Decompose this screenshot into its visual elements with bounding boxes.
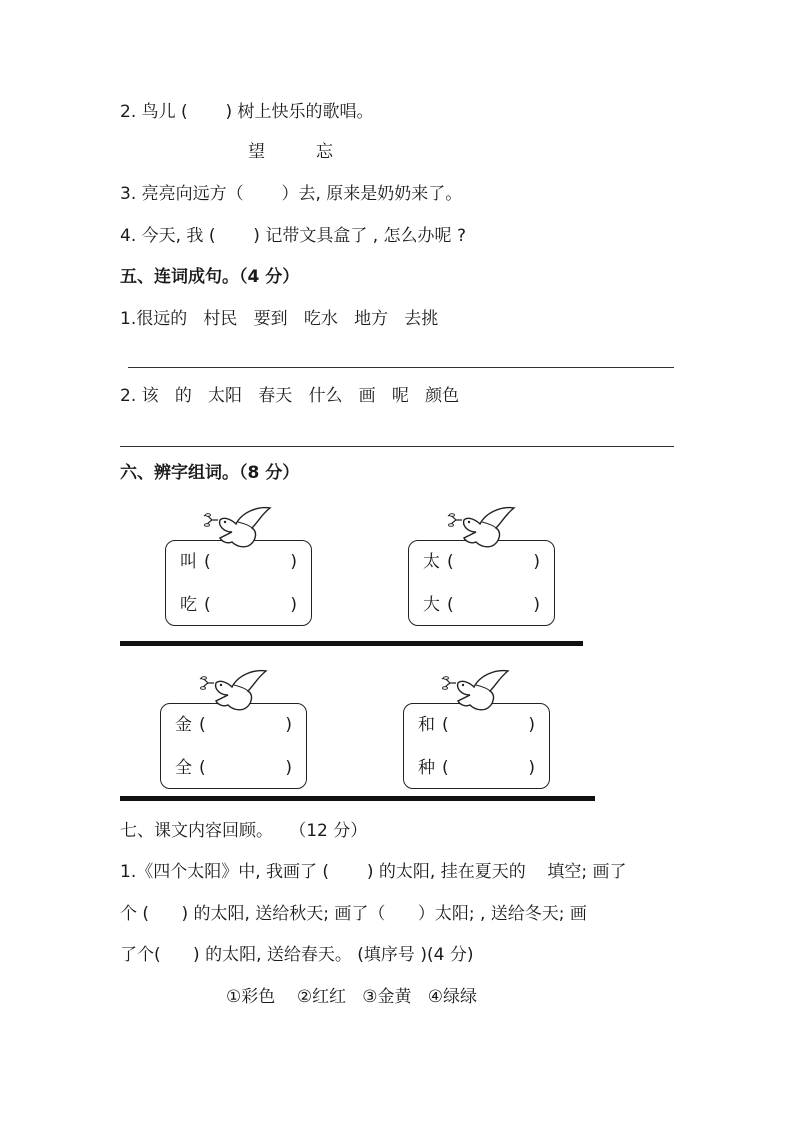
card-char: 吃 bbox=[180, 595, 197, 615]
card-char: 全 bbox=[175, 758, 192, 778]
divider-bar-2 bbox=[120, 796, 595, 801]
dove-icon bbox=[202, 502, 274, 552]
paren-open: ( bbox=[447, 552, 454, 572]
paren-open: ( bbox=[442, 715, 449, 735]
section-5-title: 五、连词成句。（4 分） bbox=[120, 267, 300, 287]
question-5-1: 1.很远的 村民 要到 吃水 地方 去挑 bbox=[120, 309, 439, 329]
question-4-2: 2. 鸟儿 ( ) 树上快乐的歌唱。 bbox=[120, 102, 374, 122]
section-7-title: 七、课文内容回顾。 （12 分） bbox=[120, 821, 368, 841]
paren-close: ) bbox=[528, 758, 535, 778]
question-4-4: 4. 今天, 我 ( ) 记带文具盒了 , 怎么办呢 ? bbox=[120, 226, 466, 246]
answer-line-5-2 bbox=[120, 446, 674, 447]
paren-open: ( bbox=[447, 595, 454, 615]
option-wang-forget: 忘 bbox=[316, 142, 333, 162]
card-char: 和 bbox=[418, 715, 435, 735]
dove-icon bbox=[198, 665, 270, 715]
option-wang: 望 bbox=[248, 142, 265, 162]
word-card-3 bbox=[160, 703, 307, 789]
paren-close: ) bbox=[533, 595, 540, 615]
paren-close: ) bbox=[285, 758, 292, 778]
paren-open: ( bbox=[204, 595, 211, 615]
paren-close: ) bbox=[290, 552, 297, 572]
dove-icon bbox=[446, 502, 518, 552]
card-char: 叫 bbox=[180, 552, 197, 572]
paren-close: ) bbox=[528, 715, 535, 735]
word-card-4 bbox=[403, 703, 550, 789]
card-char: 大 bbox=[423, 595, 440, 615]
word-card-1 bbox=[165, 540, 312, 626]
answer-line-5-1 bbox=[128, 367, 674, 368]
question-4-3: 3. 亮亮向远方（ ）去, 原来是奶奶来了。 bbox=[120, 184, 463, 204]
word-card-2 bbox=[408, 540, 555, 626]
question-7-1-line-3: 了个( ) 的太阳, 送给春天。 (填序号 )(4 分) bbox=[120, 945, 474, 965]
question-7-1-line-2: 个 ( ) 的太阳, 送给秋天; 画了（ ）太阳; , 送给冬天; 画 bbox=[120, 904, 587, 924]
question-7-1-line-1: 1.《四个太阳》中, 我画了 ( ) 的太阳, 挂在夏天的 填空; 画了 bbox=[120, 862, 627, 882]
question-5-2: 2. 该 的 太阳 春天 什么 画 呢 颜色 bbox=[120, 386, 460, 406]
divider-bar-1 bbox=[120, 641, 583, 646]
dove-icon bbox=[440, 665, 512, 715]
section-6-title: 六、辨字组词。（8 分） bbox=[120, 463, 300, 483]
card-char: 金 bbox=[175, 715, 192, 735]
card-char: 太 bbox=[423, 552, 440, 572]
paren-close: ) bbox=[533, 552, 540, 572]
paren-close: ) bbox=[285, 715, 292, 735]
answer-choices: ①彩色 ②红红 ③金黄 ④绿绿 bbox=[226, 987, 477, 1007]
card-char: 种 bbox=[418, 758, 435, 778]
paren-open: ( bbox=[204, 552, 211, 572]
paren-open: ( bbox=[199, 758, 206, 778]
paren-open: ( bbox=[199, 715, 206, 735]
paren-close: ) bbox=[290, 595, 297, 615]
paren-open: ( bbox=[442, 758, 449, 778]
